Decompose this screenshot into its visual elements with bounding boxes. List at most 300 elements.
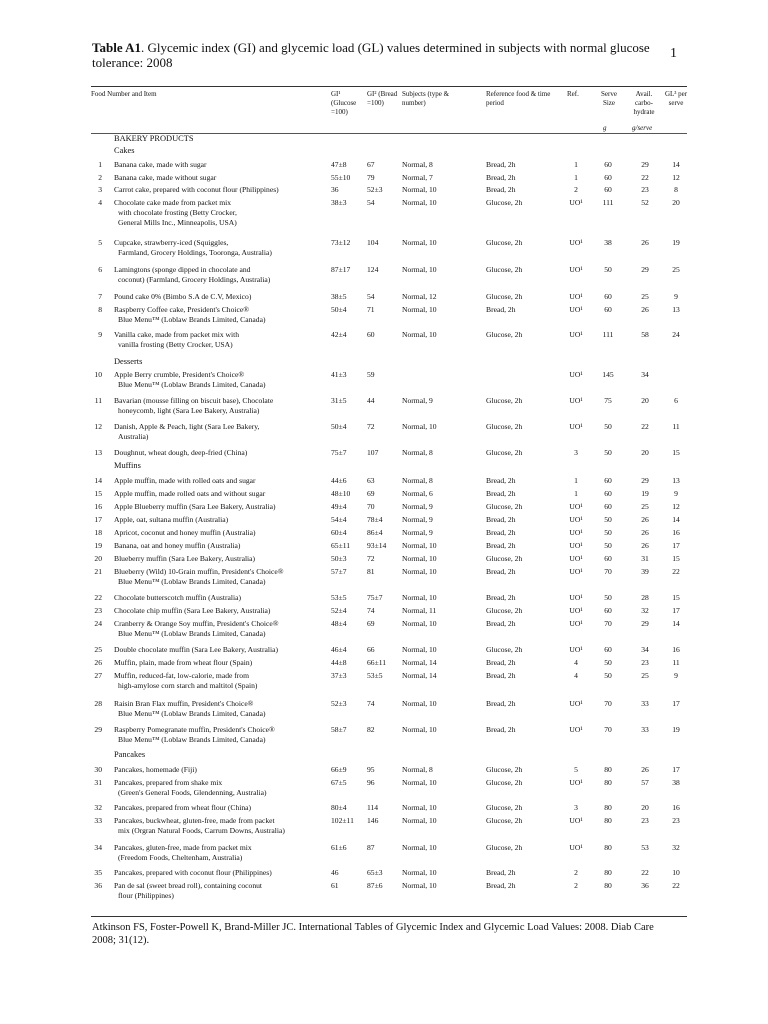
food-item-line: Pan de sal (sweet bread roll), containing coconut — [114, 881, 263, 890]
carbohydrate-value: 19 — [641, 489, 649, 498]
ref-value: UO¹ — [569, 606, 583, 615]
gi-bread-value: 66±11 — [367, 658, 387, 667]
reference-food-value: Glucose, 2h — [486, 448, 523, 457]
subjects-value: Normal, 10 — [402, 881, 437, 890]
serve-size-value: 70 — [604, 619, 612, 628]
serve-size-value: 70 — [604, 699, 612, 708]
reference-food-value: Bread, 2h — [486, 671, 516, 680]
reference-food-value: Bread, 2h — [486, 185, 516, 194]
row-number: 12 — [94, 422, 102, 431]
carbohydrate-value: 29 — [641, 619, 649, 628]
gl-value: 17 — [672, 541, 680, 550]
row-number: 35 — [94, 868, 102, 877]
food-item — [114, 160, 207, 170]
carbohydrate-value: 20 — [641, 803, 649, 812]
food-item-line: Australia) — [118, 432, 149, 441]
gl-value: 12 — [672, 502, 680, 511]
carbohydrate-value: 29 — [641, 265, 649, 274]
gi-bread-value: 87 — [367, 843, 375, 852]
reference-food-value: Glucose, 2h — [486, 502, 523, 511]
subjects-value: Normal, 10 — [402, 699, 437, 708]
ref-value: UO¹ — [569, 502, 583, 511]
gi-glucose-value: 46 — [331, 868, 339, 877]
food-item-line: Pancakes, homemade (Fiji) — [114, 765, 197, 774]
gi-bread-value: 59 — [367, 370, 375, 379]
gi-glucose-value: 102±11 — [331, 816, 354, 825]
reference-food-value: Glucose, 2h — [486, 645, 523, 654]
food-item-line: Blue Menu™ (Loblaw Brands Limited, Canada) — [118, 629, 266, 638]
subjects-value: Normal, 10 — [402, 593, 437, 602]
food-item-line: Muffin, plain, made from wheat flour (Spain) — [114, 658, 253, 667]
reference-food-value: Glucose, 2h — [486, 330, 523, 339]
food-item-line: Apple, oat, sultana muffin (Australia) — [114, 515, 229, 524]
food-item — [114, 868, 272, 878]
food-item-line: flour (Philippines) — [118, 891, 174, 900]
header-gi-glucose: GI¹ (Glucose =100) — [331, 90, 357, 116]
ref-value: 2 — [574, 881, 578, 890]
gi-glucose-value: 60±4 — [331, 528, 347, 537]
subjects-value: Normal, 10 — [402, 645, 437, 654]
gi-glucose-value: 52±4 — [331, 606, 347, 615]
subjects-value: Normal, 10 — [402, 238, 437, 247]
ref-value: UO¹ — [569, 265, 583, 274]
reference-food-value: Bread, 2h — [486, 541, 516, 550]
food-item-line: Chocolate butterscotch muffin (Australia) — [114, 593, 242, 602]
row-number: 9 — [98, 330, 102, 339]
food-item-line: Raisin Bran Flax muffin, President's Choice® — [114, 699, 254, 708]
gi-bread-value: 74 — [367, 699, 375, 708]
food-item — [114, 185, 279, 195]
carbohydrate-value: 34 — [641, 370, 649, 379]
reference-food-value: Bread, 2h — [486, 868, 516, 877]
row-number: 20 — [94, 554, 102, 563]
gi-glucose-value: 41±3 — [331, 370, 347, 379]
food-item-line: General Mills Inc., Minneapolis, USA) — [118, 218, 237, 227]
serve-size-value: 145 — [602, 370, 614, 379]
gi-bread-value: 54 — [367, 198, 375, 207]
subjects-value: Normal, 10 — [402, 725, 437, 734]
reference-food-value: Bread, 2h — [486, 305, 516, 314]
subjects-value: Normal, 10 — [402, 554, 437, 563]
ref-value: 4 — [574, 658, 578, 667]
gi-glucose-value: 38±3 — [331, 198, 347, 207]
subjects-value: Normal, 10 — [402, 185, 437, 194]
ref-value: 3 — [574, 448, 578, 457]
food-item-line: Chocolate cake made from packet mix — [114, 198, 232, 207]
ref-value: UO¹ — [569, 396, 583, 405]
food-item-line: mix (Orgran Natural Foods, Carrum Downs, Australia) — [118, 826, 285, 835]
header-serve: Serve Size — [601, 90, 617, 107]
carbohydrate-value: 32 — [641, 606, 649, 615]
subjects-value: Normal, 10 — [402, 265, 437, 274]
reference-food-value: Bread, 2h — [486, 619, 516, 628]
food-item-line: high-amylose corn starch and maltitol (Spain) — [118, 681, 258, 690]
group-heading-pancakes: Pancakes — [114, 750, 146, 759]
gl-value: 13 — [672, 476, 680, 485]
gi-bread-value: 71 — [367, 305, 375, 314]
reference-food-value: Glucose, 2h — [486, 816, 523, 825]
row-number: 31 — [94, 778, 102, 787]
ref-value: UO¹ — [569, 619, 583, 628]
food-item-line: Pancakes, prepared from shake mix — [114, 778, 223, 787]
carbohydrate-value: 26 — [641, 305, 649, 314]
row-number: 32 — [94, 803, 102, 812]
food-item — [114, 554, 255, 564]
reference-food-value: Glucose, 2h — [486, 803, 523, 812]
row-number: 7 — [98, 292, 102, 301]
ref-value: 1 — [574, 476, 578, 485]
subjects-value: Normal, 9 — [402, 515, 433, 524]
serve-size-value: 80 — [604, 881, 612, 890]
subjects-value: Normal, 10 — [402, 422, 437, 431]
reference-food-value: Bread, 2h — [486, 658, 516, 667]
gi-bread-value: 52±3 — [367, 185, 383, 194]
reference-food-value: Bread, 2h — [486, 528, 516, 537]
reference-food-value: Bread, 2h — [486, 476, 516, 485]
food-item — [114, 658, 252, 668]
header-carb: Avail. carbo- hydrate — [633, 90, 655, 116]
food-item-line: Chocolate chip muffin (Sara Lee Bakery, Australia) — [114, 606, 271, 615]
food-item — [114, 528, 256, 538]
gi-bread-value: 81 — [367, 567, 375, 576]
carbohydrate-value: 53 — [641, 843, 649, 852]
gi-glucose-value: 75±7 — [331, 448, 347, 457]
gl-value: 16 — [672, 528, 680, 537]
unit-carb: g/serve — [632, 124, 653, 132]
row-number: 8 — [98, 305, 102, 314]
food-item-line: coconut) (Farmland, Grocery Holdings, Australia) — [118, 275, 271, 284]
gi-glucose-value: 58±7 — [331, 725, 347, 734]
food-item — [114, 541, 240, 551]
carbohydrate-value: 26 — [641, 238, 649, 247]
food-item — [114, 173, 216, 183]
gl-value: 22 — [672, 881, 680, 890]
gi-glucose-value: 50±4 — [331, 305, 347, 314]
row-number: 13 — [94, 448, 102, 457]
food-item — [114, 671, 257, 691]
gi-glucose-value: 50±3 — [331, 554, 347, 563]
subjects-value: Normal, 10 — [402, 198, 437, 207]
food-item-line: Apple Blueberry muffin (Sara Lee Bakery, Australia) — [114, 502, 276, 511]
header-subjects: Subjects (type & number) — [402, 90, 450, 107]
ref-value: UO¹ — [569, 292, 583, 301]
gi-bread-value: 67 — [367, 160, 375, 169]
food-item-line: Vanilla cake, made from packet mix with — [114, 330, 240, 339]
row-number: 24 — [94, 619, 102, 628]
serve-size-value: 80 — [604, 803, 612, 812]
food-item — [114, 448, 247, 458]
gi-bread-value: 63 — [367, 476, 375, 485]
row-number: 33 — [94, 816, 102, 825]
carbohydrate-value: 26 — [641, 515, 649, 524]
gi-bread-value: 146 — [367, 816, 379, 825]
food-item — [114, 881, 262, 901]
row-number: 18 — [94, 528, 102, 537]
serve-size-value: 50 — [604, 448, 612, 457]
reference-food-value: Bread, 2h — [486, 725, 516, 734]
food-item-line: (Freedom Foods, Cheltenham, Australia) — [118, 853, 243, 862]
gi-glucose-value: 65±11 — [331, 541, 351, 550]
food-item — [114, 725, 275, 745]
food-item — [114, 238, 272, 258]
gl-value: 14 — [672, 619, 680, 628]
ref-value: 3 — [574, 803, 578, 812]
group-heading-cakes: Cakes — [114, 146, 135, 155]
food-item-line: Apple muffin, made with rolled oats and sugar — [114, 476, 256, 485]
serve-size-value: 60 — [604, 554, 612, 563]
serve-size-value: 60 — [604, 173, 612, 182]
subjects-value: Normal, 8 — [402, 476, 433, 485]
row-number: 10 — [94, 370, 102, 379]
serve-size-value: 38 — [604, 238, 612, 247]
row-number: 22 — [94, 593, 102, 602]
gi-bread-value: 60 — [367, 330, 375, 339]
food-item — [114, 567, 284, 587]
food-item-line: Apple Berry crumble, President's Choice® — [114, 370, 245, 379]
gi-bread-value: 124 — [367, 265, 379, 274]
row-number: 1 — [98, 160, 102, 169]
ref-value: UO¹ — [569, 515, 583, 524]
row-number: 28 — [94, 699, 102, 708]
reference-food-value: Bread, 2h — [486, 515, 516, 524]
food-item — [114, 765, 197, 775]
gl-value: 15 — [672, 448, 680, 457]
row-number: 5 — [98, 238, 102, 247]
carbohydrate-value: 22 — [641, 868, 649, 877]
serve-size-value: 111 — [602, 198, 614, 207]
serve-size-value: 60 — [604, 476, 612, 485]
serve-size-value: 50 — [604, 515, 612, 524]
food-item-line: Apple muffin, made rolled oats and without sugar — [114, 489, 266, 498]
gi-glucose-value: 61 — [331, 881, 339, 890]
citation-footer: Atkinson FS, Foster-Powell K, Brand-Miller JC. International Tables of Glycemic Index and Glycemic Load Values: 2008. Diab Care 2008; 31(12). — [92, 922, 654, 946]
gl-value: 19 — [672, 725, 680, 734]
serve-size-value: 50 — [604, 422, 612, 431]
row-number: 3 — [98, 185, 102, 194]
serve-size-value: 75 — [604, 396, 612, 405]
serve-size-value: 60 — [604, 489, 612, 498]
ref-value: UO¹ — [569, 422, 583, 431]
gi-glucose-value: 44±6 — [331, 476, 347, 485]
row-number: 21 — [94, 567, 102, 576]
subjects-value: Normal, 12 — [402, 292, 437, 301]
food-item — [114, 292, 251, 302]
food-item-line: Blueberry muffin (Sara Lee Bakery, Australia) — [114, 554, 256, 563]
gi-glucose-value: 66±9 — [331, 765, 347, 774]
ref-value: 1 — [574, 173, 578, 182]
gl-value: 23 — [672, 816, 680, 825]
food-item — [114, 265, 270, 285]
gi-bread-value: 79 — [367, 173, 375, 182]
gi-bread-value: 82 — [367, 725, 375, 734]
food-item-line: Cranberry & Orange Soy muffin, President's Choice® — [114, 619, 279, 628]
food-item-line: Blue Menu™ (Loblaw Brands Limited, Canada) — [118, 735, 266, 744]
gl-value: 9 — [674, 292, 678, 301]
gl-value: 9 — [674, 671, 678, 680]
reference-food-value: Glucose, 2h — [486, 265, 523, 274]
food-item-line: Carrot cake, prepared with coconut flour (Philippines) — [114, 185, 279, 194]
row-number: 17 — [94, 515, 102, 524]
ref-value: UO¹ — [569, 699, 583, 708]
reference-food-value: Bread, 2h — [486, 489, 516, 498]
header-ref: Ref. — [567, 90, 579, 98]
gi-bread-value: 70 — [367, 502, 375, 511]
food-item — [114, 778, 267, 798]
serve-size-value: 80 — [604, 868, 612, 877]
gi-glucose-value: 50±4 — [331, 422, 347, 431]
gl-value: 25 — [672, 265, 680, 274]
reference-food-value: Glucose, 2h — [486, 292, 523, 301]
serve-size-value: 50 — [604, 265, 612, 274]
carbohydrate-value: 36 — [641, 881, 649, 890]
serve-size-value: 50 — [604, 541, 612, 550]
food-item — [114, 619, 279, 639]
serve-size-value: 80 — [604, 816, 612, 825]
food-item-line: Bavarian (mousse filling on biscuit base), Chocolate — [114, 396, 274, 405]
food-item-line: Blue Menu™ (Loblaw Brands Limited, Canada) — [118, 577, 266, 586]
ref-value: UO¹ — [569, 528, 583, 537]
gi-glucose-value: 44±8 — [331, 658, 347, 667]
header-reference: Reference food & time period — [486, 90, 551, 107]
gi-glucose-value: 37±3 — [331, 671, 347, 680]
reference-food-value: Glucose, 2h — [486, 554, 523, 563]
food-item-line: Banana cake, made with sugar — [114, 160, 207, 169]
reference-food-value: Bread, 2h — [486, 173, 516, 182]
serve-size-value: 60 — [604, 305, 612, 314]
subjects-value: Normal, 8 — [402, 160, 433, 169]
table-title — [92, 40, 652, 70]
gi-bread-value: 96 — [367, 778, 375, 787]
subjects-value: Normal, 8 — [402, 765, 433, 774]
subjects-value: Normal, 7 — [402, 173, 433, 182]
ref-value: UO¹ — [569, 305, 583, 314]
carbohydrate-value: 23 — [641, 185, 649, 194]
carbohydrate-value: 23 — [641, 658, 649, 667]
carbohydrate-value: 34 — [641, 645, 649, 654]
gi-glucose-value: 87±17 — [331, 265, 351, 274]
food-item — [114, 489, 265, 499]
header-gi-bread: GI² (Bread =100) — [367, 90, 398, 107]
carbohydrate-value: 23 — [641, 816, 649, 825]
ref-value: UO¹ — [569, 778, 583, 787]
gi-glucose-value: 36 — [331, 185, 339, 194]
food-item — [114, 305, 265, 325]
ref-value: UO¹ — [569, 725, 583, 734]
food-item-line: Apricot, coconut and honey muffin (Australia) — [114, 528, 256, 537]
food-item — [114, 198, 237, 228]
food-item — [114, 843, 252, 863]
gl-value: 17 — [672, 606, 680, 615]
ref-value: UO¹ — [569, 816, 583, 825]
table-label: Table A1 — [92, 40, 142, 55]
gl-value: 16 — [672, 803, 680, 812]
serve-size-value: 60 — [604, 502, 612, 511]
carbohydrate-value: 26 — [641, 528, 649, 537]
reference-food-value: Glucose, 2h — [486, 396, 523, 405]
carbohydrate-value: 25 — [641, 292, 649, 301]
gl-value: 12 — [672, 173, 680, 182]
food-item — [114, 515, 228, 525]
gi-bread-value: 72 — [367, 422, 375, 431]
section-heading: BAKERY PRODUCTS — [114, 134, 194, 143]
serve-size-value: 50 — [604, 528, 612, 537]
carbohydrate-value: 39 — [641, 567, 649, 576]
group-heading-muffins: Muffins — [114, 461, 141, 470]
food-item-line: Danish, Apple & Peach, light (Sara Lee Bakery, — [114, 422, 260, 431]
gl-value: 6 — [674, 396, 678, 405]
carbohydrate-value: 20 — [641, 448, 649, 457]
gi-bread-value: 93±14 — [367, 541, 387, 550]
ref-value: UO¹ — [569, 370, 583, 379]
row-number: 29 — [94, 725, 102, 734]
gi-bread-value: 65±3 — [367, 868, 383, 877]
gl-value: 14 — [672, 160, 680, 169]
reference-food-value: Bread, 2h — [486, 160, 516, 169]
serve-size-value: 60 — [604, 185, 612, 194]
row-number: 23 — [94, 606, 102, 615]
serve-size-value: 80 — [604, 765, 612, 774]
row-number: 11 — [94, 396, 102, 405]
gi-glucose-value: 49±4 — [331, 502, 347, 511]
gl-value: 17 — [672, 765, 680, 774]
gi-bread-value: 69 — [367, 619, 375, 628]
gl-value: 19 — [672, 238, 680, 247]
food-item-line: Blue Menu™ (Loblaw Brands Limited, Canada) — [118, 380, 266, 389]
food-item — [114, 396, 273, 416]
food-item-line: Muffin, reduced-fat, low-calorie, made from — [114, 671, 250, 680]
gi-glucose-value: 46±4 — [331, 645, 347, 654]
subjects-value: Normal, 14 — [402, 671, 437, 680]
ref-value: UO¹ — [569, 843, 583, 852]
header-gl: GL³ per serve — [664, 90, 688, 107]
gi-glucose-value: 80±4 — [331, 803, 347, 812]
reference-food-value: Bread, 2h — [486, 593, 516, 602]
carbohydrate-value: 33 — [641, 725, 649, 734]
ref-value: 1 — [574, 489, 578, 498]
row-number: 6 — [98, 265, 102, 274]
carbohydrate-value: 52 — [641, 198, 649, 207]
serve-size-value: 80 — [604, 778, 612, 787]
food-item-line: Pound cake 0% (Bimbo S.A de C.V, Mexico) — [114, 292, 252, 301]
serve-size-value: 111 — [602, 330, 614, 339]
food-item-line: Double chocolate muffin (Sara Lee Bakery, Australia) — [114, 645, 279, 654]
carbohydrate-value: 29 — [641, 160, 649, 169]
row-number: 25 — [94, 645, 102, 654]
gl-value: 9 — [674, 489, 678, 498]
carbohydrate-value: 26 — [641, 541, 649, 550]
food-item — [114, 606, 270, 616]
food-item-line: Pancakes, prepared from wheat flour (China) — [114, 803, 252, 812]
reference-food-value: Glucose, 2h — [486, 778, 523, 787]
reference-food-value: Glucose, 2h — [486, 765, 523, 774]
subjects-value: Normal, 10 — [402, 816, 437, 825]
gl-value: 16 — [672, 645, 680, 654]
gl-value: 17 — [672, 699, 680, 708]
gl-value: 10 — [672, 868, 680, 877]
carbohydrate-value: 20 — [641, 396, 649, 405]
ref-value: 4 — [574, 671, 578, 680]
row-number: 27 — [94, 671, 102, 680]
gl-value: 11 — [672, 422, 680, 431]
subjects-value: Normal, 11 — [402, 606, 437, 615]
gl-value: 22 — [672, 567, 680, 576]
food-item-line: Doughnut, wheat dough, deep-fried (China) — [114, 448, 248, 457]
gi-bread-value: 87±6 — [367, 881, 383, 890]
ref-value: UO¹ — [569, 645, 583, 654]
reference-food-value: Bread, 2h — [486, 567, 516, 576]
gi-bread-value: 86±4 — [367, 528, 383, 537]
row-number: 2 — [98, 173, 102, 182]
